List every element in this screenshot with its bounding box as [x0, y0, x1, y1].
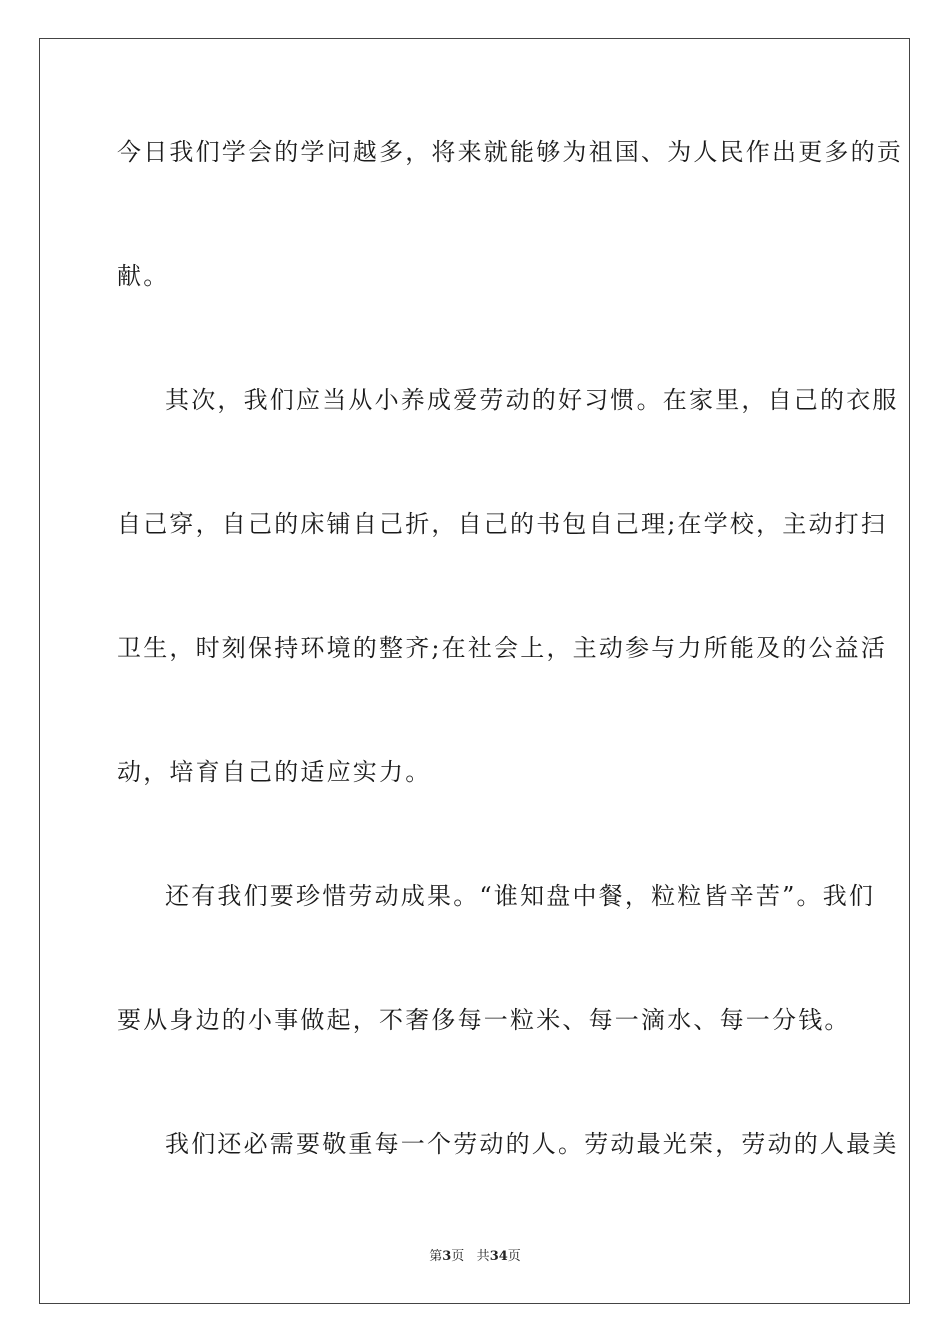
total-pages: 34 [489, 1249, 508, 1264]
page-number: 3 [442, 1249, 452, 1264]
page-border [39, 38, 910, 1304]
body-text-line: 献。 [117, 262, 170, 290]
paragraph-first-line: 其次，我们应当从小养成爱劳动的好习惯。在家里，自己的衣服 [165, 386, 899, 414]
body-text-line: 自己穿，自己的床铺自己折，自己的书包自己理;在学校，主动打扫 [117, 510, 888, 538]
body-text-line: 今日我们学会的学问越多，将来就能够为祖国、为人民作出更多的贡 [117, 138, 903, 166]
body-text-line: 要从身边的小事做起，不奢侈每一粒米、每一滴水、每一分钱。 [117, 1006, 851, 1034]
paragraph-first-line: 我们还必需要敬重每一个劳动的人。劳动最光荣，劳动的人最美 [165, 1130, 899, 1158]
body-text-line: 卫生，时刻保持环境的整齐;在社会上，主动参与力所能及的公益活 [117, 634, 888, 662]
page-prefix: 第 [429, 1249, 443, 1264]
body-text-line: 动，培育自己的适应实力。 [117, 758, 432, 786]
page-footer [0, 1248, 950, 1266]
page-suffix: 页 [451, 1249, 465, 1264]
total-prefix: 共 [476, 1249, 490, 1264]
total-suffix: 页 [507, 1249, 521, 1264]
paragraph-first-line: 还有我们要珍惜劳动成果。“谁知盘中餐，粒粒皆辛苦”。我们 [165, 882, 876, 910]
